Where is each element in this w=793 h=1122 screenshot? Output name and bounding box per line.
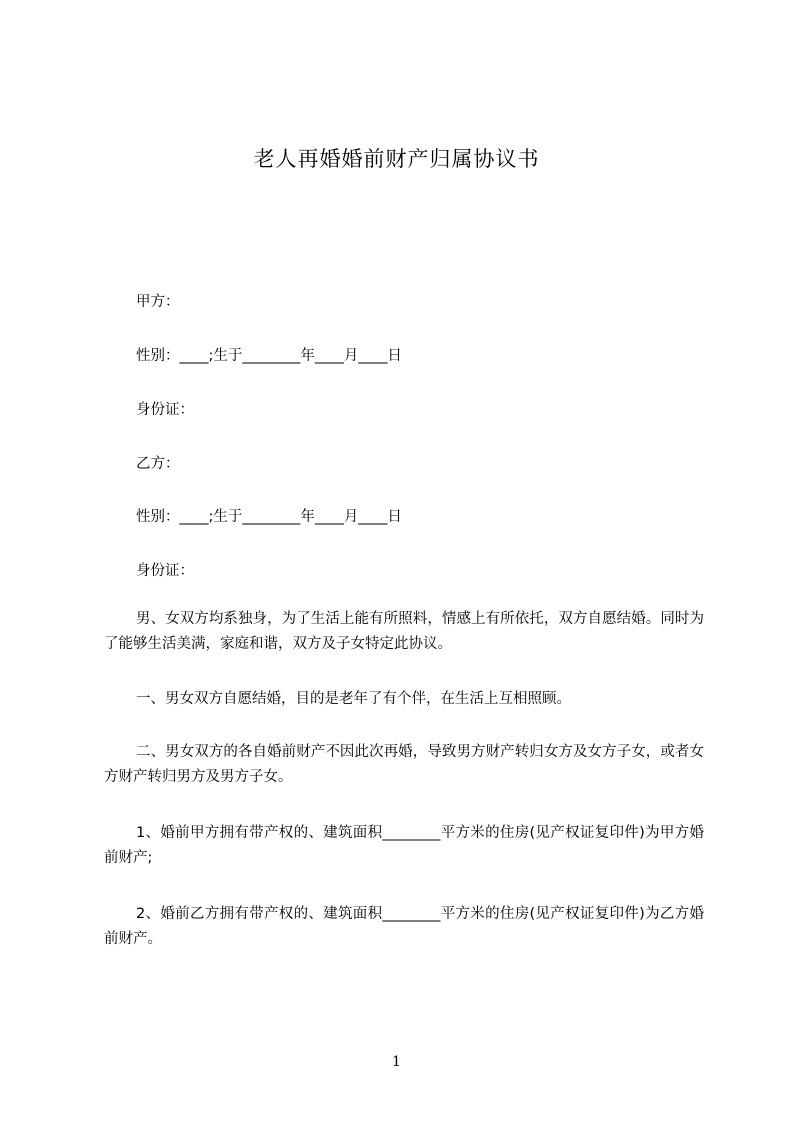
party-b-gender-birth-line: 性别：____;生于________年____月____日 (136, 509, 402, 525)
party-a-id-label: 身份证： (136, 402, 194, 418)
clause-2-item-2: 2、婚前乙方拥有带产权的、建筑面积________平方米的住房(见产权证复印件)为乙方婚前财产。 (104, 906, 704, 947)
party-b-id-label: 身份证： (136, 563, 194, 579)
document-title: 老人再婚婚前财产归属协议书 (253, 147, 540, 171)
party-a-label: 甲方： (136, 294, 180, 310)
party-a-gender-birth-line: 性别：____;生于________年____月____日 (136, 348, 402, 364)
clause-1: 一、男女双方自愿结婚，目的是老年了有个伴，在生活上互相照顾。 (136, 691, 571, 707)
intro-paragraph: 男、女双方均系独身，为了生活上能有所照料，情感上有所依托，双方自愿结婚。同时为了能够生活美满，家庭和谐，双方及子女特定此协议。 (104, 611, 704, 652)
page-number: 1 (392, 1054, 401, 1070)
party-b-label: 乙方： (136, 456, 180, 472)
clause-2-item-1: 1、婚前甲方拥有带产权的、建筑面积________平方米的住房(见产权证复印件)为甲方婚前财产; (104, 825, 704, 866)
clause-2: 二、男女双方的各自婚前财产不因此次再婚，导致男方财产转归女方及女方子女，或者女方财产转归男方及男方子女。 (104, 744, 704, 785)
